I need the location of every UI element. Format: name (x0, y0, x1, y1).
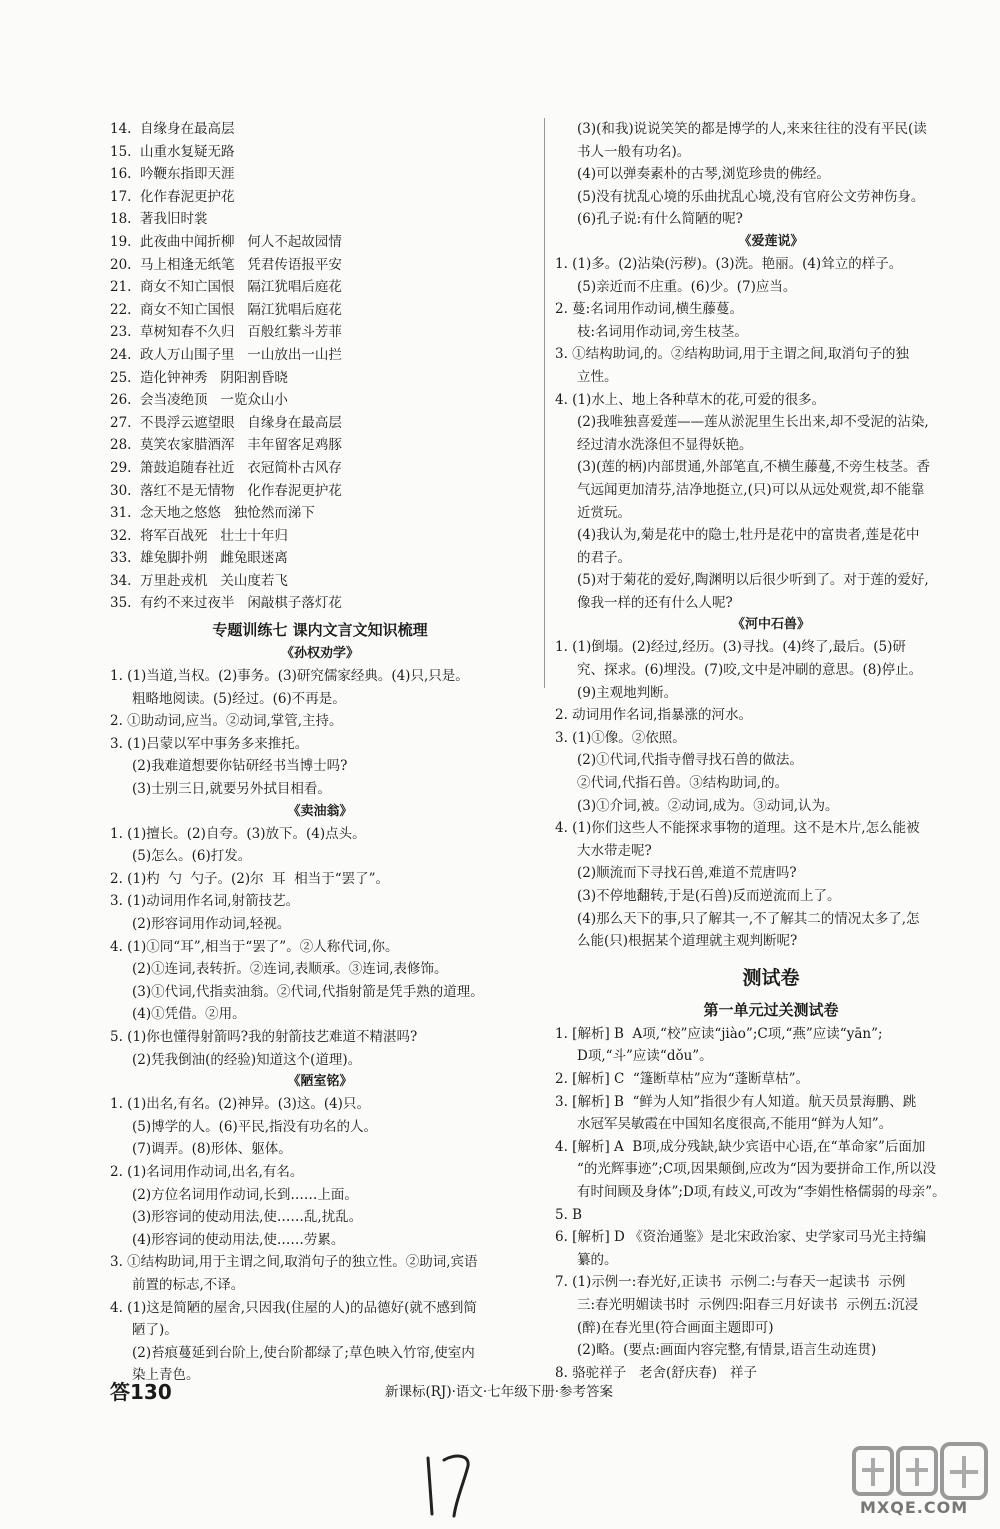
answer-continuation: 有时间顾及身体”;D项,有歧义,可改为“李娟性格儒弱的母亲”。 (577, 1183, 946, 1200)
answer-item: 1. [解析] B A项,“校”应读“jiào”;C项,“燕”应读“yān”; (555, 1025, 883, 1042)
answer-subitem: (5)对于菊花的爱好,陶渊明以后很少听到了。对于莲的爱好, (577, 572, 929, 589)
answer-item: 15. 山重水复疑无路 (110, 143, 235, 160)
article-title: 《爱莲说》 (738, 233, 804, 249)
answer-continuation: (醉)在春光里(符合画面主题即可) (577, 1319, 774, 1336)
answer-continuation: 陋了)。 (132, 1322, 178, 1339)
answer-item: 1. (1)当道,当权。(2)事务。(3)研究儒家经典。(4)只,只是。 (110, 668, 469, 685)
answer-item: 2. (1)杓 勺 勺子。(2)尔 耳 相当于“罢了”。 (110, 870, 390, 887)
answer-subitem: 染上青色。 (132, 1367, 200, 1384)
answer-item: 1. (1)擅长。(2)自夸。(3)放下。(4)点头。 (110, 825, 366, 842)
answer-subitem: (5)怎么。(6)打发。 (132, 848, 252, 865)
answer-subitem: (5)博学的人。(6)平民,指没有功名的人。 (132, 1118, 378, 1135)
column-divider (544, 118, 545, 688)
answer-item: 6. [解析] D 《资治通鉴》是北宋政治家、史学家司马光主持编 (555, 1229, 927, 1246)
answer-continuation: 前置的标志,不译。 (132, 1276, 245, 1293)
article-title: 《河中石兽》 (731, 617, 810, 633)
answer-item: 2. (1)名词用作动词,出名,有名。 (110, 1163, 304, 1180)
answer-item: 2. 蔓:名词用作动词,横生藤蔓。 (555, 301, 744, 318)
answer-item: 4. (1)这是简陋的屋舍,只因我(住屋的人)的品德好(就不感到简 (110, 1299, 477, 1316)
answer-item: 22. 商女不知亡国恨 隔江犹唱后庭花 (110, 301, 342, 318)
answer-subitem: (3)(和我)说说笑笑的都是博学的人,来来往往的没有平民(读 (577, 121, 927, 137)
answer-item: 34. 万里赴戎机 关山度若飞 (110, 572, 288, 589)
answer-subitem: ②代词,代指石兽。③结构助词,的。 (577, 775, 789, 792)
answer-continuation: 粗略地阅读。(5)经过。(6)不再是。 (132, 690, 346, 707)
answer-continuation: 水冠军吴敏霞在中国知名度很高,不能用“鲜为人知”。 (577, 1116, 893, 1133)
answer-item: 2. 动词用作名词,指暴涨的河水。 (555, 707, 752, 724)
section-heading: 专题训练七 课内文言文知识梳理 (212, 621, 428, 640)
answer-item: 2. [解析] C “篷断草枯”应为“蓬断草枯”。 (555, 1070, 810, 1087)
answer-subitem: (2)略。(要点:画面内容完整,有情景,语言生动连贯) (577, 1342, 877, 1359)
answer-item: 21. 商女不知亡国恨 隔江犹唱后庭花 (110, 279, 342, 296)
answer-item: 20. 马上相逢无纸笔 凭君传语报平安 (110, 256, 342, 273)
answer-item: 7. (1)示例一:春光好,正读书 示例二:与春天一起读书 示例 (555, 1274, 906, 1291)
answer-item: 4. (1)①同“耳”,相当于“罢了”。②人称代词,你。 (110, 938, 399, 955)
answer-subitem: (3)①介词,被。②动词,成为。③动词,认为。 (577, 797, 839, 814)
answer-subitem: 经过清水洗涤但不显得妖艳。 (577, 436, 753, 453)
answer-subitem: (2)我唯独喜爱莲——莲从淤泥里生长出来,却不受泥的沾染, (577, 414, 929, 431)
article-title: 《孙权劝学》 (280, 646, 359, 662)
watermark-text: MXQE.COM (860, 1498, 969, 1517)
answer-subitem: (3)(莲的柄)内部贯通,外部笔直,不横生藤蔓,不旁生枝茎。香 (577, 459, 931, 476)
answer-subitem: (3)①代词,代指卖油翁。②代词,代指射箭是凭手熟的道理。 (132, 983, 484, 1000)
answer-subitem: (2)形容词用作动词,轻视。 (132, 916, 291, 932)
answer-item: 30. 落红不是无情物 化作春泥更护花 (110, 482, 342, 499)
answer-continuation: 立性。 (577, 368, 618, 385)
answer-subitem: (2)①代词,代指寺僧寻找石兽的做法。 (577, 752, 803, 769)
answer-continuation: D项,“斗”应读“dǒu”。 (577, 1048, 713, 1065)
answer-subitem: (3)形容词的使动用法,使……乱,扰乱。 (132, 1209, 363, 1226)
answer-item: 3. (1)吕蒙以军中事务多来推托。 (110, 735, 309, 752)
answer-subitem: (9)主观地判断。 (577, 684, 678, 701)
answer-subitem: (2)我难道想要你钻研经书当博士吗? (132, 758, 348, 775)
answer-item: 16. 吟鞭东指即天涯 (110, 166, 235, 183)
answer-subitem: 的君子。 (577, 549, 631, 566)
right-column (555, 118, 987, 1384)
answer-continuation: 大水带走呢? (577, 842, 652, 859)
article-title: 《陋室铭》 (287, 1074, 353, 1090)
answer-item: 4. [解析] A B项,成分残缺,缺少宾语中心语,在“革命家”后面加 (555, 1138, 926, 1155)
answer-item: 5. B (555, 1206, 583, 1223)
answer-item: 3. (1)动词用作名词,射箭技艺。 (110, 893, 300, 910)
answer-subitem: 枝:名词用作动词,旁生枝茎。 (577, 323, 748, 340)
answer-subitem: 近赏玩。 (577, 504, 631, 521)
handwritten-page-number (418, 1448, 478, 1520)
answer-subitem: 气远闻更加清芬,洁净地挺立,(只)可以从远处观赏,却不能靠 (577, 481, 925, 498)
answer-subitem: (6)孔子说:有什么简陋的呢? (577, 211, 743, 228)
answer-continuation: 三:春光明媚读书时 示例四:阳春三月好读书 示例五:沉浸 (577, 1296, 919, 1313)
answer-subitem: (4)①凭借。②用。 (132, 1006, 246, 1023)
answer-item: 4. (1)你们这些人不能探求事物的道理。这不是木片,怎么能被 (555, 820, 920, 837)
answer-item: 19. 此夜曲中闻折柳 何人不起故园情 (110, 233, 342, 250)
answer-subitem: 么能(只)根据某个道理就主观判断呢? (577, 933, 798, 950)
left-column (110, 118, 530, 1387)
answer-item: 14. 自缘身在最高层 (110, 121, 235, 137)
answer-item: 3. ①结构助词,用于主谓之间,取消句子的独立性。②助词,宾语 (110, 1254, 478, 1271)
answer-item: 27. 不畏浮云遮望眼 自缘身在最高层 (110, 414, 342, 431)
answer-item: 8. 骆驼祥子 老舍(舒庆春) 祥子 (555, 1364, 757, 1381)
answer-item: 28. 莫笑农家腊酒浑 丰年留客足鸡豚 (110, 437, 342, 454)
answer-subitem: (5)没有扰乱心境的乐曲扰乱心境,没有官府公文劳神伤身。 (577, 188, 925, 205)
section-heading: 第一单元过关测试卷 (703, 1000, 839, 1019)
answer-item: 33. 雄兔脚扑朔 雌兔眼迷离 (110, 550, 288, 567)
answer-item: 5. (1)你也懂得射箭吗?我的射箭技艺难道不精湛吗? (110, 1028, 418, 1045)
answer-item: 32. 将军百战死 壮士十年归 (110, 527, 288, 544)
answer-item: 3. [解析] B “鲜为人知”指很少有人知道。航天员景海鹏、跳 (555, 1093, 917, 1110)
answer-item: 23. 草树知春不久归 百般红紫斗芳菲 (110, 324, 342, 341)
answer-item: 1. (1)出名,有名。(2)神异。(3)这。(4)只。 (110, 1096, 370, 1113)
answer-continuation: 究、探求。(6)埋没。(7)咬,文中是冲刷的意思。(8)停止。 (577, 662, 923, 679)
answer-subitem: (4)那么天下的事,只了解其一,不了解其二的情况太多了,怎 (577, 910, 920, 927)
answer-subitem: (4)我认为,菊是花中的隐士,牡丹是花中的富贵者,莲是花中 (577, 527, 920, 544)
answer-subitem: (3)士别三日,就要另外拭目相看。 (132, 781, 331, 798)
answer-item: 29. 箫鼓追随春社近 衣冠简朴古风存 (110, 459, 342, 476)
answer-subitem: (4)可以弹奏素朴的古琴,浏览珍贵的佛经。 (577, 166, 830, 183)
answer-continuation: 纂的。 (577, 1251, 618, 1268)
answer-item: 18. 著我旧时裳 (110, 211, 208, 228)
answer-item: 3. (1)①像。②依照。 (555, 729, 686, 746)
answer-item: 1. (1)倒塌。(2)经过,经历。(3)寻找。(4)终了,最后。(5)研 (555, 639, 906, 656)
answer-subitem: (3)不停地翻转,于是(石兽)反而逆流而上了。 (577, 888, 841, 904)
answer-item: 26. 会当凌绝顶 一览众山小 (110, 392, 288, 409)
answer-subitem: (2)顺流而下寻找石兽,难道不荒唐吗? (577, 865, 797, 882)
answer-subitem: 像我一样的还有什么人呢? (577, 594, 733, 611)
answer-item: 35. 有约不来过夜半 闲敲棋子落灯花 (110, 595, 342, 612)
answer-subitem: (2)苔痕蔓延到台阶上,使台阶都绿了;草色映入竹帘,使室内 (132, 1344, 475, 1361)
answer-item: 24. 政人万山围子里 一山放出一山拦 (110, 346, 342, 363)
article-title: 《卖油翁》 (287, 803, 353, 819)
answer-item: 4. (1)水上、地上各种草木的花,可爱的很多。 (555, 391, 826, 408)
book-title: 新课标(RJ)·语文·七年级下册·参考答案 (385, 1384, 613, 1400)
answer-item: 3. ①结构助词,的。②结构助词,用于主谓之间,取消句子的独 (555, 346, 910, 363)
answer-subitem: 书人一般有功名)。 (577, 143, 691, 160)
answer-item: 17. 化作春泥更护花 (110, 188, 235, 205)
answer-item: 2. ①助动词,应当。②动词,掌管,主持。 (110, 713, 343, 730)
answer-subitem: (7)调弄。(8)形体、躯体。 (132, 1141, 292, 1158)
answer-continuation: “的光辉事迹”;C项,因果颠倒,应改为“因为要拼命工作,所以没 (577, 1161, 936, 1178)
answer-item: 31. 念天地之悠悠 独怆然而涕下 (110, 505, 315, 522)
page-number: 答130 (110, 1380, 172, 1404)
part-heading: 测试卷 (742, 966, 800, 989)
answer-subitem: (2)凭我倒油(的经验)知道这个(道理)。 (132, 1051, 362, 1068)
answer-item: 25. 造化钟神秀 阴阳割昏晓 (110, 369, 288, 386)
answer-item: 1. (1)多。(2)沾染(污秽)。(3)洗。艳丽。(4)耸立的样子。 (555, 255, 903, 272)
answer-subitem: (2)①连词,表转折。②连词,表顺承。③连词,表修饰。 (132, 961, 448, 978)
answer-subitem: (2)方位名词用作动词,长到……上面。 (132, 1186, 358, 1203)
answer-subitem: (4)形容词的使动用法,使……劳累。 (132, 1231, 345, 1248)
answer-subitem: (5)亲近而不庄重。(6)少。(7)应当。 (577, 278, 797, 295)
